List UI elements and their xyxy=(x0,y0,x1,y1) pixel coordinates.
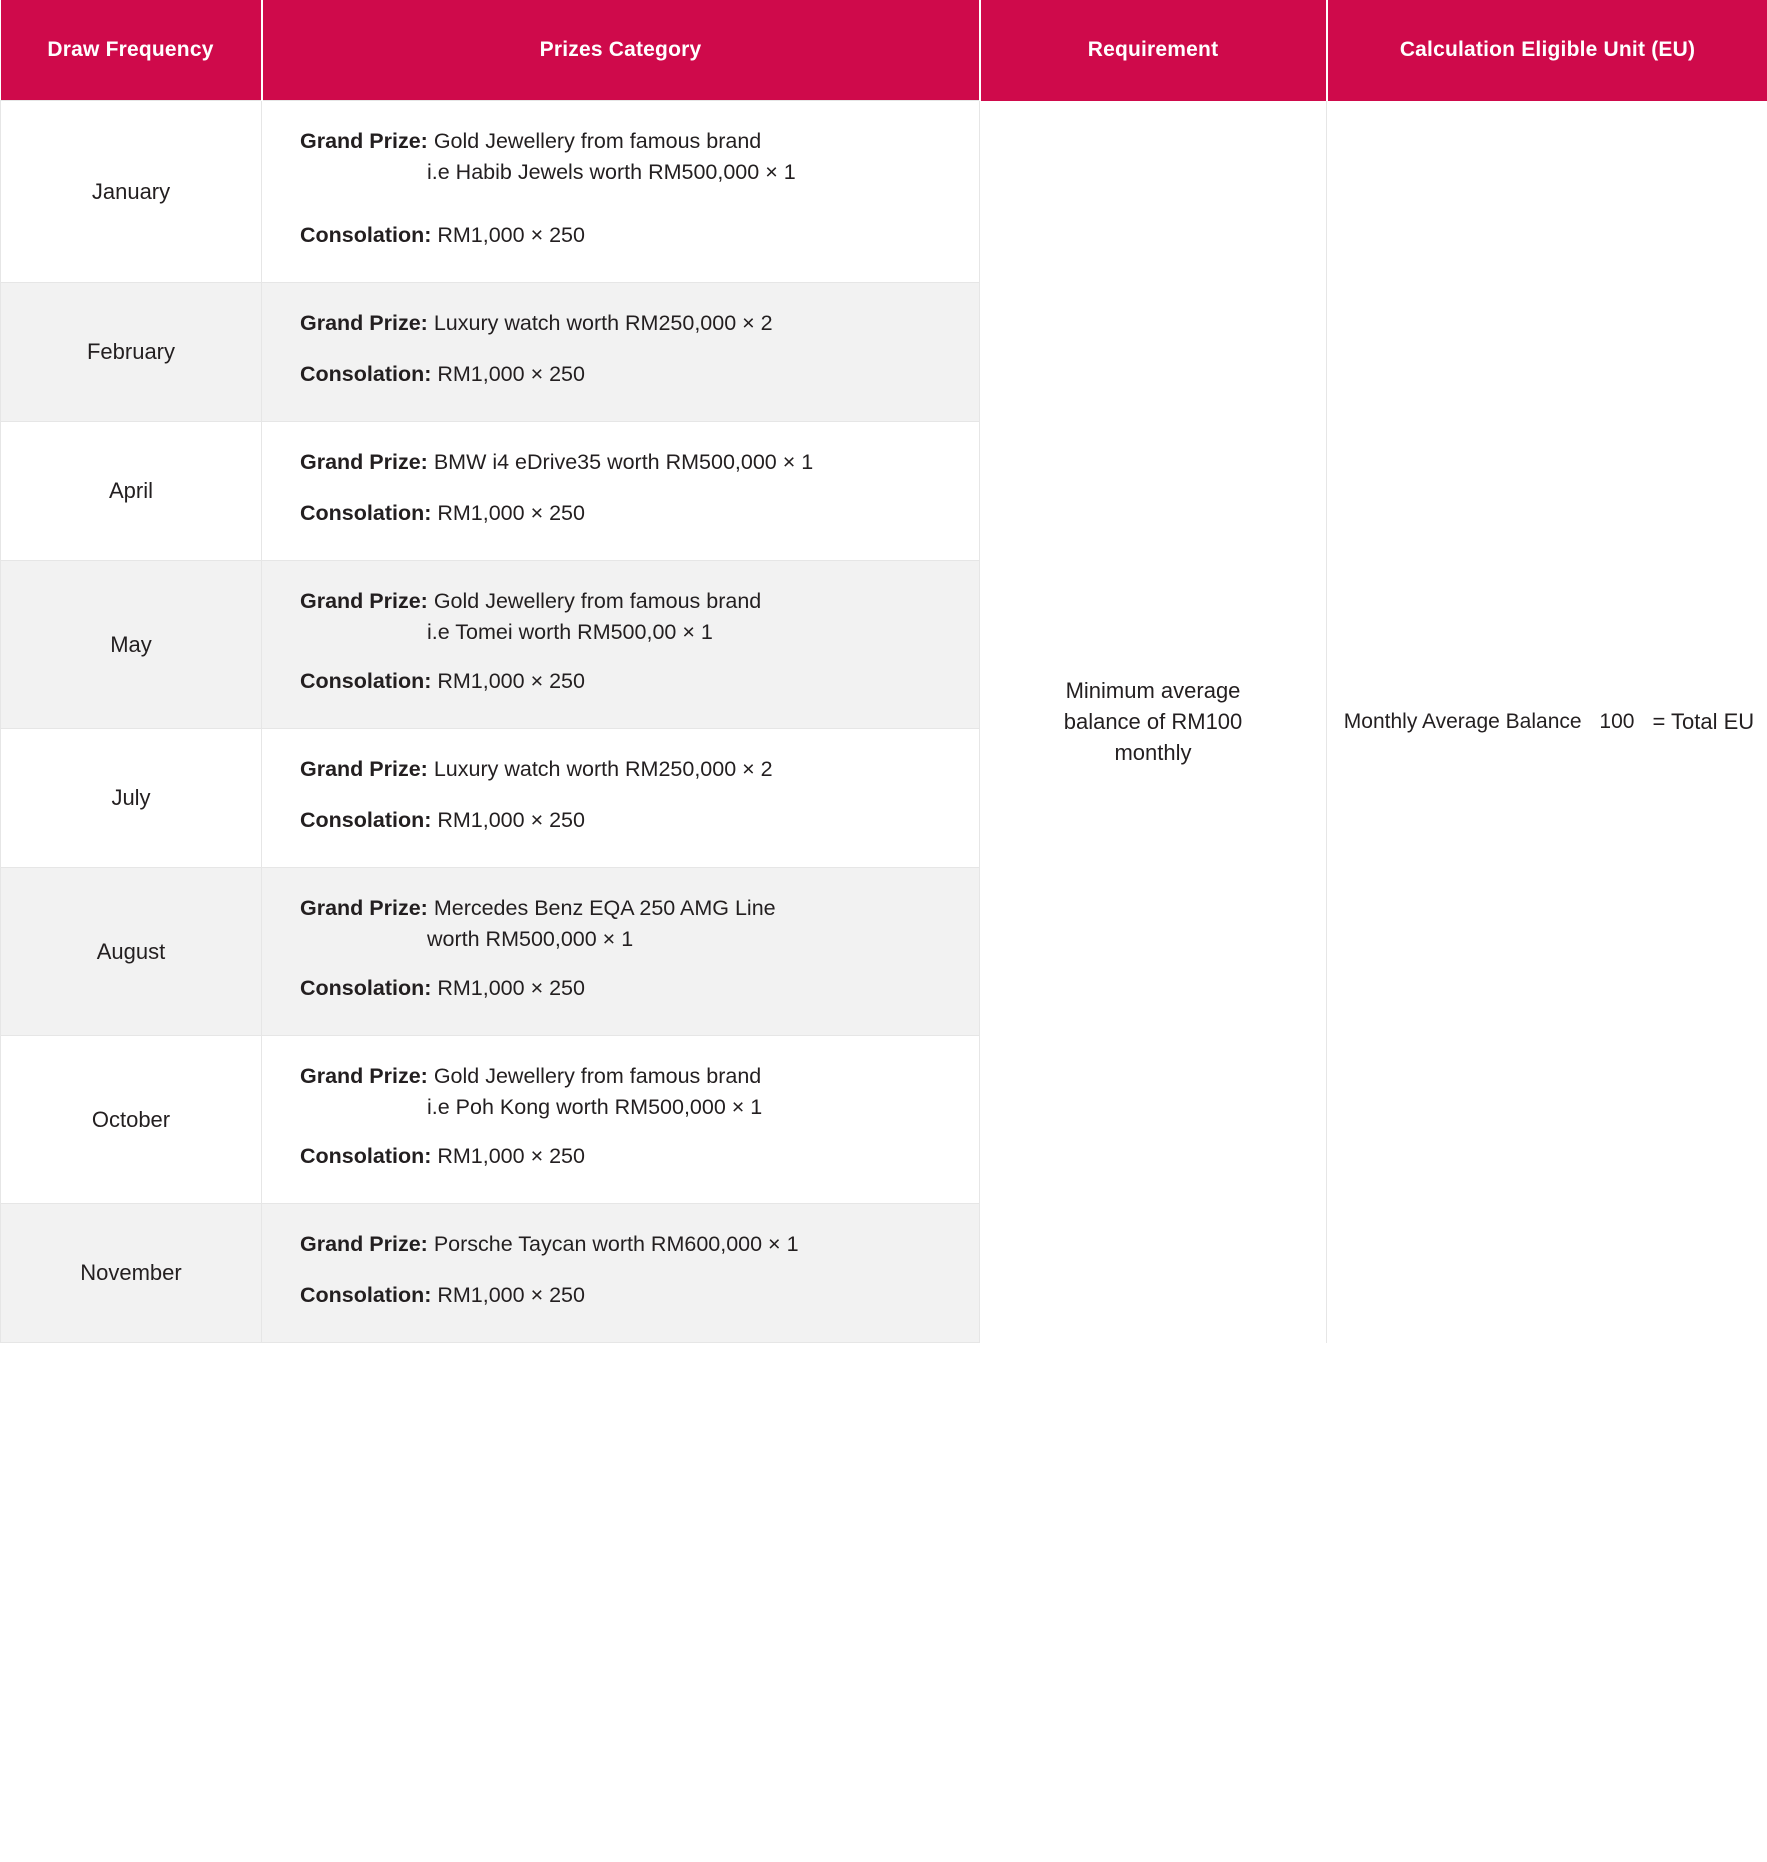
cell-draw-frequency: August xyxy=(1,868,262,1036)
grand-prize-line xyxy=(300,448,945,477)
cell-prizes-category xyxy=(262,101,980,283)
grand-prize-label: Grand Prize: xyxy=(300,757,428,782)
consolation-text: RM1,000 × 250 xyxy=(437,808,585,833)
calculation-formula xyxy=(1327,706,1767,737)
consolation-text: RM1,000 × 250 xyxy=(437,669,585,694)
consolation-prize-line xyxy=(300,667,945,696)
consolation-label: Consolation: xyxy=(300,808,432,833)
consolation-text: RM1,000 × 250 xyxy=(437,1283,585,1308)
column-header-calculation-eligible-unit: Calculation Eligible Unit (EU) xyxy=(1327,0,1767,101)
consolation-label: Consolation: xyxy=(300,1144,432,1169)
cell-draw-frequency: October xyxy=(1,1036,262,1204)
grand-prize-line xyxy=(300,894,945,954)
grand-prize-label: Grand Prize: xyxy=(300,129,428,153)
consolation-label: Consolation: xyxy=(300,1283,432,1308)
cell-draw-frequency: May xyxy=(1,561,262,729)
calculation-fraction xyxy=(1340,709,1639,735)
cell-calculation xyxy=(1327,101,1767,1343)
consolation-prize-line xyxy=(300,1142,945,1171)
cell-requirement xyxy=(980,101,1327,1343)
grand-prize-label: Grand Prize: xyxy=(300,589,428,614)
grand-prize-text: Gold Jewellery from famous brand xyxy=(433,589,762,614)
grand-prize-label: Grand Prize: xyxy=(300,450,428,475)
grand-prize-line xyxy=(300,587,945,647)
grand-prize-label: Grand Prize: xyxy=(300,311,428,336)
grand-prize-line xyxy=(300,755,945,784)
grand-prize-line xyxy=(300,1230,945,1259)
cell-prizes-category xyxy=(262,422,980,561)
grand-prize-text: BMW i4 eDrive35 worth RM500,000 × 1 xyxy=(433,450,814,475)
consolation-prize-line xyxy=(300,499,945,528)
grand-prize-label: Grand Prize: xyxy=(300,1064,428,1089)
consolation-prize-line xyxy=(300,806,945,835)
cell-draw-frequency: November xyxy=(1,1204,262,1343)
grand-prize-text: Porsche Taycan worth RM600,000 × 1 xyxy=(433,1232,799,1257)
consolation-text: RM1,000 × 250 xyxy=(437,223,585,248)
consolation-prize-line xyxy=(300,974,945,1003)
cell-prizes-category xyxy=(262,1204,980,1343)
grand-prize-line xyxy=(300,1062,945,1122)
grand-prize-text: Luxury watch worth RM250,000 × 2 xyxy=(433,311,773,336)
column-header-draw-frequency: Draw Frequency xyxy=(1,0,262,101)
consolation-text: RM1,000 × 250 xyxy=(437,501,585,526)
cell-draw-frequency: July xyxy=(1,729,262,868)
grand-prize-label: Grand Prize: xyxy=(300,1232,428,1257)
grand-prize-text-2: i.e Habib Jewels worth RM500,000 × 1 xyxy=(427,160,796,185)
cell-prizes-category xyxy=(262,561,980,729)
column-header-prizes-category: Prizes Category xyxy=(262,0,980,101)
cell-prizes-category xyxy=(262,868,980,1036)
requirement-text: Minimum average balance of RM100 monthly xyxy=(1063,677,1243,766)
consolation-label: Consolation: xyxy=(300,501,432,526)
consolation-label: Consolation: xyxy=(300,976,432,1001)
cell-prizes-category xyxy=(262,1036,980,1204)
consolation-text: RM1,000 × 250 xyxy=(437,1144,585,1169)
calculation-numerator: Monthly Average Balance xyxy=(1343,709,1582,733)
table-header xyxy=(1,0,1767,101)
column-header-requirement: Requirement xyxy=(980,0,1327,101)
consolation-text: RM1,000 × 250 xyxy=(437,362,585,387)
grand-prize-text: Gold Jewellery from famous brand xyxy=(433,129,762,153)
consolation-label: Consolation: xyxy=(300,669,432,694)
grand-prize-text: Gold Jewellery from famous brand xyxy=(433,1064,762,1089)
grand-prize-line xyxy=(300,127,945,187)
table-header-row xyxy=(1,0,1767,101)
grand-prize-text-2: worth RM500,000 × 1 xyxy=(427,927,634,952)
grand-prize-text-2: i.e Tomei worth RM500,00 × 1 xyxy=(427,620,713,645)
consolation-text: RM1,000 × 250 xyxy=(437,976,585,1001)
table-row xyxy=(1,101,1767,283)
grand-prize-text-2: i.e Poh Kong worth RM500,000 × 1 xyxy=(427,1095,763,1120)
calculation-denominator: 100 xyxy=(1599,709,1635,733)
cell-draw-frequency: January xyxy=(1,101,262,283)
consolation-label: Consolation: xyxy=(300,223,432,248)
cell-prizes-category xyxy=(262,729,980,868)
cell-draw-frequency: April xyxy=(1,422,262,561)
consolation-prize-line xyxy=(300,360,945,389)
grand-prize-line xyxy=(300,309,945,338)
table-body xyxy=(1,101,1767,1343)
consolation-prize-line xyxy=(300,1281,945,1310)
consolation-label: Consolation: xyxy=(300,362,432,387)
calculation-result: = Total EU xyxy=(1652,709,1755,735)
consolation-prize-line xyxy=(300,221,945,250)
grand-prize-text: Mercedes Benz EQA 250 AMG Line xyxy=(433,896,776,921)
cell-draw-frequency: February xyxy=(1,283,262,422)
cell-prizes-category xyxy=(262,283,980,422)
grand-prize-label: Grand Prize: xyxy=(300,896,428,921)
grand-prize-text: Luxury watch worth RM250,000 × 2 xyxy=(433,757,773,782)
